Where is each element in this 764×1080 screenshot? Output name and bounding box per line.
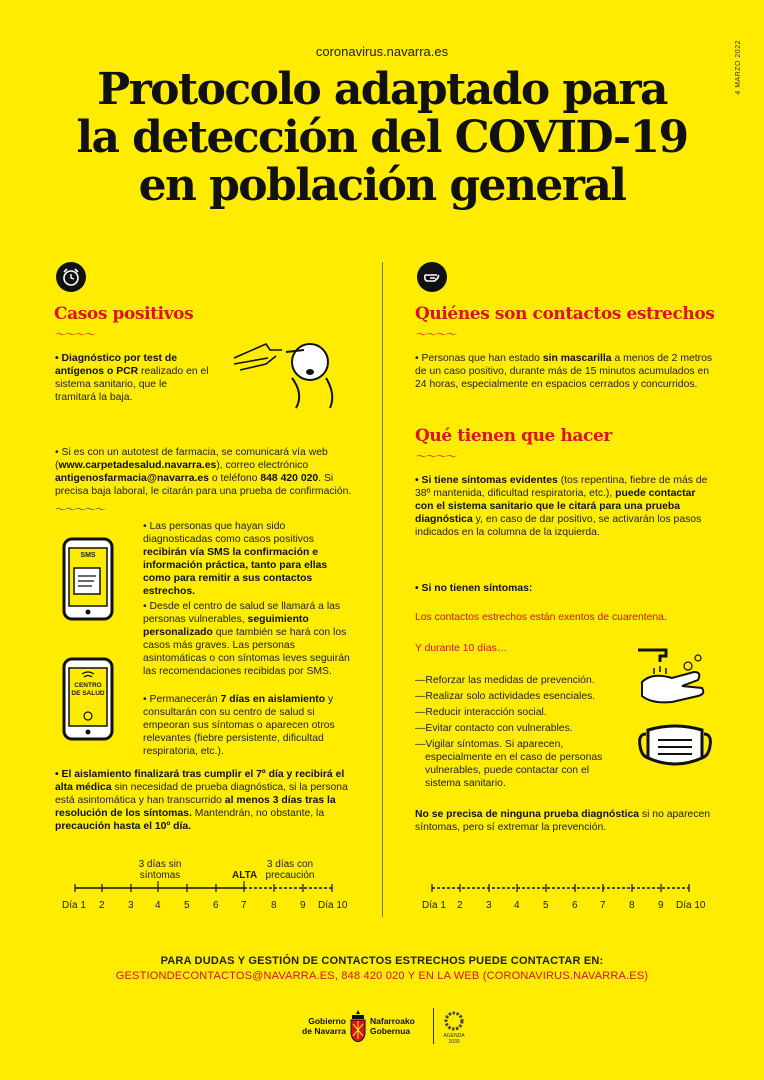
day-label: 2 xyxy=(457,900,463,911)
text-fin-a: sin necesidad de prueba diagnóstica, si la persona está asintomática y han transcurrido xyxy=(55,782,348,806)
text-sintomas-evidentes xyxy=(415,474,715,539)
day-label: 8 xyxy=(271,900,277,911)
sms-label: SMS xyxy=(80,552,96,559)
day-label: 7 xyxy=(600,900,606,911)
prevention-list xyxy=(415,674,615,790)
sms-phone-icon xyxy=(60,536,116,622)
text-aislamiento-a: • Permanecerán xyxy=(143,694,221,705)
logo-separator xyxy=(433,1008,434,1044)
page-title xyxy=(0,66,764,210)
day-label: Día 10 xyxy=(318,900,348,911)
date-label: 4 MARZO 2022 xyxy=(735,40,742,95)
text-fin-b: Mantendrán, no obstante, la xyxy=(191,808,325,819)
text-sin-sintomas xyxy=(415,582,532,595)
footer-contact-heading: PARA DUDAS Y GESTIÓN DE CONTACTOS ESTRECHOS PUEDE CONTACTAR EN: xyxy=(160,955,604,967)
day-label: Día 10 xyxy=(676,900,706,911)
logo-naf-line2: Gobernua xyxy=(370,1026,411,1036)
text-contactos-b: a menos de 2 metros de un caso positivo, durante más de 15 minutos acumulados en 24 horas, especialmente en espacios cerrados y concurridos. xyxy=(415,353,713,390)
phone-number: 848 420 020 xyxy=(260,473,319,484)
day-label: 3 xyxy=(128,900,134,911)
nasal-swab-illustration xyxy=(226,328,346,412)
wave-divider: 〜〜〜〜 xyxy=(55,329,95,341)
agenda-2030-text xyxy=(439,1033,469,1045)
text-contactos-bold: sin mascarilla xyxy=(542,353,612,364)
text-sintomas-b: y, en caso de dar positivo, se activarán los pasos indicados en la columna de la izquierda. xyxy=(415,514,702,538)
site-url: coronavirus.navarra.es xyxy=(315,44,449,59)
alarm-clock-icon xyxy=(56,262,86,292)
text-autotest-c: o teléfono xyxy=(208,473,261,484)
text-sin-prueba xyxy=(415,808,715,834)
text-sintomas-a: (tos repentina, fiebre de más de 38º mantenida, dificultad respiratoria, etc.), xyxy=(415,475,708,499)
text-sin-prueba-a: si no aparecen síntomas, pero sí extremar la prevención. xyxy=(415,809,711,833)
heading-que-hacer: Qué tienen que hacer xyxy=(415,426,612,446)
title-line-2: la detección del COVID-19 xyxy=(76,112,688,163)
footer-contact-info[interactable]: GESTIONDECONTACTOS@NAVARRA.ES, 848 420 020 Y EN LA WEB (CORONAVIRUS.NAVARRA.ES) xyxy=(115,970,649,982)
text-sin-sintomas-bold: • Si no tienen síntomas: xyxy=(415,583,533,594)
link-carpeta-salud[interactable]: www.carpetadesalud.navarra.es xyxy=(58,460,217,471)
handwash-icon xyxy=(632,642,712,712)
logo-gobierno-text xyxy=(290,1016,346,1036)
agenda-2030-icon xyxy=(442,1009,466,1033)
logo-naf-line1: Nafarroako xyxy=(370,1016,415,1026)
text-fin-aislamiento xyxy=(55,768,361,833)
list-item: —Reforzar las medidas de prevención. xyxy=(415,675,595,686)
text-aislamiento-b: y consultarán con su centro de salud si empeoran sus síntomas o aparecen otros relevantes (fiebre persistente, dificultad respiratoria, etc.). xyxy=(143,694,335,757)
day-label: 3 xyxy=(486,900,492,911)
wave-divider: 〜〜〜〜 xyxy=(416,329,456,341)
text-sms-info-a: • Las personas que hayan sido diagnosticadas como casos positivos xyxy=(143,521,314,545)
government-logo xyxy=(290,1008,480,1048)
wave-divider: 〜〜〜〜 xyxy=(416,451,456,463)
health-center-phone-icon xyxy=(60,656,116,742)
list-item: —Vigilar síntomas. Si aparecen, especialmente en el caso de personas vulnerables, puede contactar con el sistema sanitario. xyxy=(415,739,603,789)
text-autotest-d: . Si precisa baja laboral, le citarán para una prueba de confirmación. xyxy=(55,473,352,497)
day-label: 7 xyxy=(241,900,247,911)
text-centro-salud-a: • Desde el centro de salud se llamará a las personas vulnerables, xyxy=(143,601,341,625)
text-fin-bold1: • El aislamiento finalizará tras cumplir el 7º día y recibirá el alta médica xyxy=(55,769,345,793)
wave-divider-2: 〜〜〜〜〜 xyxy=(55,504,105,516)
list-item: —Realizar solo actividades esenciales. xyxy=(415,691,596,702)
text-autotest-a: • Si es con un autotest de farmacia, se comunicará vía web ( xyxy=(55,447,328,471)
contacts-timeline xyxy=(420,856,720,916)
navarra-shield-icon xyxy=(350,1010,366,1042)
text-contactos-a: • Personas que han estado xyxy=(415,353,543,364)
text-contactos-definicion xyxy=(415,352,715,391)
day-label: 9 xyxy=(658,900,664,911)
link-email-antigenos[interactable]: antigenosfarmacia@navarra.es xyxy=(55,473,209,484)
text-sms-info xyxy=(143,520,355,598)
column-divider xyxy=(382,262,383,917)
title-line-3: en población general xyxy=(138,160,626,211)
day-label: 6 xyxy=(213,900,219,911)
text-sintomas-bold1: • Si tiene síntomas evidentes xyxy=(415,475,558,486)
title-line-1: Protocolo adaptado para xyxy=(97,64,667,115)
day-label: 5 xyxy=(543,900,549,911)
day-label: Día 1 xyxy=(62,900,86,911)
day-label: 9 xyxy=(300,900,306,911)
text-diagnostico-rest: realizado en el sistema sanitario, que le tramitará la baja. xyxy=(55,366,209,403)
heading-casos-positivos: Casos positivos xyxy=(54,304,194,324)
day-label: 4 xyxy=(514,900,520,911)
text-sin-prueba-bold: No se precisa de ninguna prueba diagnóstica xyxy=(415,809,640,820)
logo-gob-line2: de Navarra xyxy=(302,1026,346,1036)
text-fin-bold2: al menos 3 días tras la resolución de los síntomas. xyxy=(55,795,336,819)
heading-contactos-estrechos: Quiénes son contactos estrechos xyxy=(415,304,715,324)
centro-salud-label: CENTRO DE SALUD xyxy=(71,682,105,697)
logo-nafarroako-text xyxy=(370,1016,430,1036)
text-diagnostico xyxy=(55,352,210,404)
agenda-line1: AGENDA xyxy=(443,1033,465,1039)
pointing-hand-icon xyxy=(417,262,447,292)
timeline-precaucion: 3 días con precaución xyxy=(265,859,315,881)
agenda-line2: 2030 xyxy=(448,1039,460,1045)
text-fin-bold3: precaución hasta el 10º día. xyxy=(55,821,192,832)
text-sintomas-bold2: puede contactar con el sistema sanitario que le citará para una prueba diagnóstica xyxy=(415,488,696,525)
text-durante-10-dias: Y durante 10 días… xyxy=(415,643,508,654)
text-centro-salud xyxy=(143,600,355,678)
day-label: 4 xyxy=(155,900,161,911)
day-label: 5 xyxy=(184,900,190,911)
text-diagnostico-bold: • Diagnóstico por test de antígenos o PCR xyxy=(55,353,177,377)
text-autotest xyxy=(55,446,355,498)
text-autotest-b: ), correo electrónico xyxy=(216,460,309,471)
day-label: Día 1 xyxy=(422,900,446,911)
text-aislamiento xyxy=(143,693,355,758)
list-item: —Evitar contacto con vulnerables. xyxy=(415,723,573,734)
text-sms-info-bold: recibirán vía SMS la confirmación e información práctica, tanto para ellas como para remitir a sus contactos estrechos. xyxy=(143,547,328,597)
day-label: 6 xyxy=(572,900,578,911)
text-aislamiento-bold: 7 días en aislamiento xyxy=(220,694,326,705)
face-mask-icon xyxy=(636,720,714,772)
logo-gob-line1: Gobierno xyxy=(308,1016,346,1026)
isolation-timeline xyxy=(60,856,360,916)
text-exentos-cuarentena: Los contactos estrechos están exentos de cuarentena. xyxy=(415,612,667,623)
list-item: —Reducir interacción social. xyxy=(415,707,547,718)
day-label: 2 xyxy=(99,900,105,911)
text-centro-salud-b: que también se hará con los casos más graves. Las personas asintomáticas o con síntomas leves seguirán las recomendaciones recibidas por SMS. xyxy=(143,627,350,677)
text-centro-salud-bold: seguimiento personalizado xyxy=(143,614,309,638)
day-label: 8 xyxy=(629,900,635,911)
timeline-sin-sintomas: 3 días sin síntomas xyxy=(138,859,182,881)
timeline-alta: ALTA xyxy=(232,870,258,881)
